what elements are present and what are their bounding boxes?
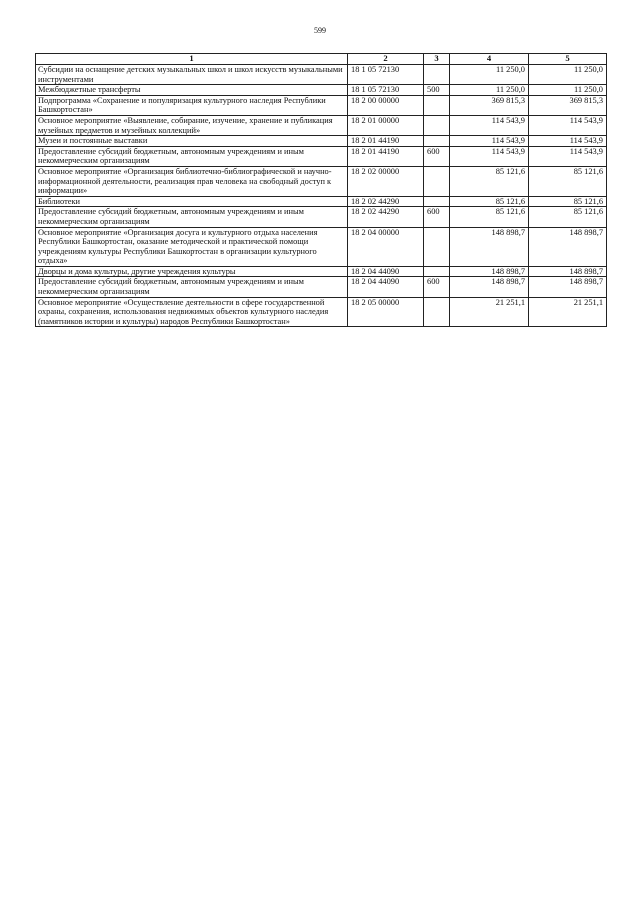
- header-col-5: 5: [529, 54, 607, 65]
- row-value-col5: 114 543,9: [529, 146, 607, 166]
- row-name: Основное мероприятие «Организация досуга и культурного отдыха населения Республики Башкортостан, оказание методической и практической помощи учреждениям культуры Республики Башкортостан в организации культурного отдыха»: [36, 227, 348, 266]
- row-value-col4: 148 898,7: [450, 227, 529, 266]
- row-name: Дворцы и дома культуры, другие учреждения культуры: [36, 266, 348, 277]
- row-name: Предоставление субсидий бюджетным, автономным учреждениям и иным некоммерческим организациям: [36, 277, 348, 297]
- row-code: 18 2 02 00000: [348, 166, 424, 196]
- row-value-col4: 11 250,0: [450, 85, 529, 96]
- row-value-col5: 148 898,7: [529, 227, 607, 266]
- row-type: [424, 115, 450, 135]
- table-row: [36, 65, 607, 85]
- table-row: [36, 207, 607, 227]
- row-type: 600: [424, 277, 450, 297]
- row-code: 18 2 02 44290: [348, 196, 424, 207]
- row-name: Библиотеки: [36, 196, 348, 207]
- row-code: 18 2 01 44190: [348, 146, 424, 166]
- row-value-col4: 148 898,7: [450, 277, 529, 297]
- table-row: [36, 196, 607, 207]
- row-value-col5: 114 543,9: [529, 136, 607, 147]
- row-name: Межбюджетные трансферты: [36, 85, 348, 96]
- table-row: [36, 277, 607, 297]
- table-row: [36, 266, 607, 277]
- table-row: [36, 136, 607, 147]
- table-row: [36, 85, 607, 96]
- row-type: 600: [424, 207, 450, 227]
- row-code: 18 1 05 72130: [348, 65, 424, 85]
- row-value-col4: 114 543,9: [450, 115, 529, 135]
- row-type: [424, 196, 450, 207]
- row-type: 500: [424, 85, 450, 96]
- row-value-col4: 114 543,9: [450, 136, 529, 147]
- row-value-col5: 85 121,6: [529, 196, 607, 207]
- row-type: [424, 227, 450, 266]
- row-name: Основное мероприятие «Осуществление деятельности в сфере государственной охраны, сохранения, использования недвижимых объектов культурного наследия (памятников истории и культуры) народов Республики Башкортостан»: [36, 297, 348, 327]
- row-code: 18 1 05 72130: [348, 85, 424, 96]
- row-value-col4: 21 251,1: [450, 297, 529, 327]
- row-code: 18 2 01 44190: [348, 136, 424, 147]
- row-name: Подпрограмма «Сохранение и популяризация культурного наследия Республики Башкортостан»: [36, 95, 348, 115]
- row-value-col5: 21 251,1: [529, 297, 607, 327]
- table-row: [36, 297, 607, 327]
- row-code: 18 2 04 00000: [348, 227, 424, 266]
- row-value-col4: 85 121,6: [450, 196, 529, 207]
- table-body: [36, 65, 607, 327]
- row-value-col5: 85 121,6: [529, 207, 607, 227]
- row-value-col4: 148 898,7: [450, 266, 529, 277]
- row-value-col5: 85 121,6: [529, 166, 607, 196]
- row-value-col5: 369 815,3: [529, 95, 607, 115]
- row-type: [424, 65, 450, 85]
- row-name: Субсидии на оснащение детских музыкальных школ и школ искусств музыкальными инструментами: [36, 65, 348, 85]
- budget-table: [35, 53, 607, 327]
- row-name: Музеи и постоянные выставки: [36, 136, 348, 147]
- header-col-2: 2: [348, 54, 424, 65]
- row-code: 18 2 04 44090: [348, 277, 424, 297]
- table-header-row: [36, 54, 607, 65]
- row-value-col5: 11 250,0: [529, 85, 607, 96]
- row-type: [424, 297, 450, 327]
- table-row: [36, 166, 607, 196]
- row-code: 18 2 02 44290: [348, 207, 424, 227]
- row-name: Основное мероприятие «Организация библиотечно-библиографической и научно-информационной деятельности, реализация прав человека на свободный доступ к информации»: [36, 166, 348, 196]
- row-value-col5: 148 898,7: [529, 277, 607, 297]
- row-type: [424, 136, 450, 147]
- table-row: [36, 146, 607, 166]
- header-col-4: 4: [450, 54, 529, 65]
- table-row: [36, 95, 607, 115]
- table-row: [36, 227, 607, 266]
- row-code: 18 2 04 44090: [348, 266, 424, 277]
- row-code: 18 2 05 00000: [348, 297, 424, 327]
- row-value-col5: 148 898,7: [529, 266, 607, 277]
- row-value-col4: 11 250,0: [450, 65, 529, 85]
- header-col-3: 3: [424, 54, 450, 65]
- row-value-col4: 85 121,6: [450, 207, 529, 227]
- row-code: 18 2 00 00000: [348, 95, 424, 115]
- row-type: [424, 95, 450, 115]
- row-type: [424, 266, 450, 277]
- row-value-col4: 369 815,3: [450, 95, 529, 115]
- row-value-col4: 85 121,6: [450, 166, 529, 196]
- page-number: 599: [314, 26, 326, 35]
- header-col-1: 1: [36, 54, 348, 65]
- row-value-col5: 11 250,0: [529, 65, 607, 85]
- table-row: [36, 115, 607, 135]
- row-type: [424, 166, 450, 196]
- row-type: 600: [424, 146, 450, 166]
- row-code: 18 2 01 00000: [348, 115, 424, 135]
- row-name: Основное мероприятие «Выявление, собирание, изучение, хранение и публикация музейных предметов и музейных коллекций»: [36, 115, 348, 135]
- row-value-col5: 114 543,9: [529, 115, 607, 135]
- row-name: Предоставление субсидий бюджетным, автономным учреждениям и иным некоммерческим организациям: [36, 207, 348, 227]
- row-name: Предоставление субсидий бюджетным, автономным учреждениям и иным некоммерческим организациям: [36, 146, 348, 166]
- row-value-col4: 114 543,9: [450, 146, 529, 166]
